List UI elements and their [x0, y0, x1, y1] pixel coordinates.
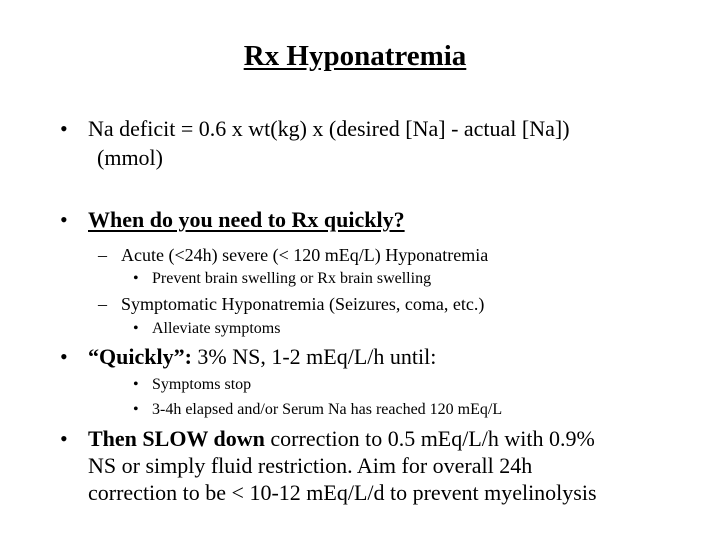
bullet-icon: • — [133, 376, 139, 393]
symptomatic-item: Symptomatic Hyponatremia (Seizures, coma, etc.) — [121, 294, 485, 314]
slow-down-line-3: correction to be < 10-12 mEq/L/d to prevent myelinolysis — [88, 480, 597, 505]
bullet-icon: • — [60, 344, 68, 369]
slow-down-rate: correction to 0.5 mEq/L/h with 0.9% — [264, 426, 595, 451]
when-to-treat-heading: When do you need to Rx quickly? — [88, 207, 405, 232]
bullet-icon: • — [60, 207, 68, 232]
slow-down-line-2: NS or simply fluid restriction. Aim for overall 24h — [88, 453, 533, 478]
bullet-icon: • — [133, 320, 139, 337]
elapsed-detail: 3-4h elapsed and/or Serum Na has reached 120 mEq/L — [152, 401, 503, 418]
bullet-icon: • — [60, 426, 68, 451]
quickly-rate: 3% NS, 1-2 mEq/L/h until: — [191, 344, 437, 369]
slow-down-line-1 — [88, 426, 595, 452]
slide-title: Rx Hyponatremia — [243, 40, 467, 72]
quickly-label: “Quickly”: — [88, 344, 192, 369]
prevent-swelling-detail: Prevent brain swelling or Rx brain swelling — [152, 270, 432, 287]
quickly-protocol — [88, 344, 436, 370]
dash-icon: – — [98, 294, 107, 314]
na-deficit-unit: (mmol) — [97, 145, 163, 170]
bullet-icon: • — [133, 270, 139, 287]
bullet-icon: • — [133, 401, 139, 418]
slow-down-label: Then SLOW down — [88, 426, 265, 451]
symptoms-stop-detail: Symptoms stop — [152, 376, 252, 393]
na-deficit-formula: Na deficit = 0.6 x wt(kg) x (desired [Na] - actual [Na]) — [88, 116, 570, 141]
acute-severe-item: Acute (<24h) severe (< 120 mEq/L) Hyponatremia — [121, 245, 489, 265]
bullet-icon: • — [60, 116, 68, 141]
alleviate-symptoms-detail: Alleviate symptoms — [152, 320, 281, 337]
dash-icon: – — [98, 245, 107, 265]
